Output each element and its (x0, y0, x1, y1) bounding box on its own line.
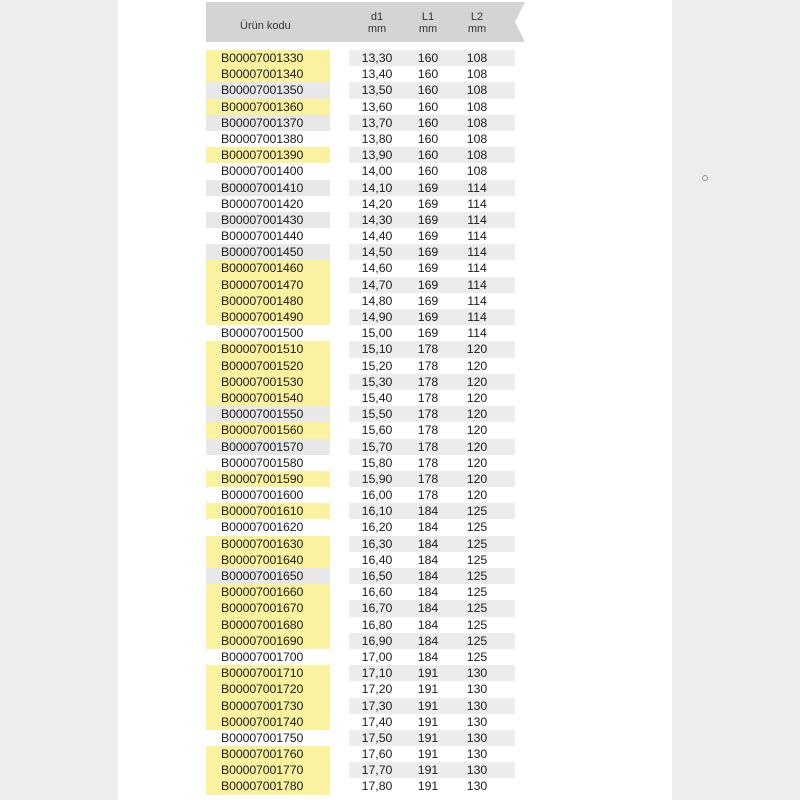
diameter-d1: 14,40 (361, 229, 393, 244)
diameter-d1: 13,30 (361, 51, 393, 65)
length-l2: 120 (466, 390, 488, 405)
dimension-cells (349, 196, 515, 212)
length-l1: 178 (417, 423, 439, 438)
length-l2: 125 (466, 552, 488, 567)
dimension-cells (349, 147, 515, 163)
length-l2: 125 (466, 520, 488, 535)
diameter-d1: 13,60 (361, 99, 393, 114)
header-l2-label: L2 (470, 11, 484, 23)
length-l1: 169 (417, 277, 439, 292)
product-code: B00007001420 (221, 196, 304, 211)
dimension-cells (349, 617, 515, 633)
length-l1: 191 (417, 763, 439, 778)
diameter-d1: 14,10 (361, 180, 393, 195)
dimension-cells (349, 778, 515, 794)
dimension-cells (349, 390, 515, 406)
diameter-d1: 16,90 (361, 633, 393, 648)
diameter-d1: 17,30 (361, 698, 393, 713)
length-l1: 160 (417, 148, 439, 163)
dimension-cells (349, 163, 515, 179)
product-code: B00007001780 (206, 778, 330, 794)
diameter-d1: 16,20 (361, 520, 393, 535)
dimension-cells (349, 519, 515, 535)
length-l2: 130 (466, 714, 488, 729)
length-l1: 169 (417, 293, 439, 308)
diameter-d1: 15,10 (361, 342, 393, 357)
dimension-cells (349, 471, 515, 487)
product-code: B00007001560 (206, 422, 330, 438)
diameter-d1: 15,00 (361, 326, 393, 341)
product-code: B00007001540 (206, 390, 330, 406)
diameter-d1: 16,70 (361, 601, 393, 616)
circle-marker-icon (702, 175, 708, 181)
length-l2: 108 (466, 67, 488, 82)
length-l2: 125 (466, 649, 488, 664)
length-l1: 169 (417, 310, 439, 324)
product-code: B00007001350 (206, 82, 330, 98)
diameter-d1: 15,70 (361, 439, 393, 454)
product-code: B00007001510 (206, 341, 330, 357)
product-code: B00007001600 (221, 488, 304, 503)
length-l2: 120 (466, 374, 488, 389)
dimension-cells (349, 746, 515, 762)
dimension-cells (349, 406, 515, 422)
diameter-d1: 14,20 (361, 196, 393, 211)
length-l1: 160 (417, 67, 439, 82)
length-l2: 114 (467, 261, 487, 276)
dimension-cells (349, 439, 515, 455)
dimension-cells (349, 99, 515, 115)
length-l1: 169 (417, 180, 439, 195)
dimension-cells (349, 714, 515, 730)
length-l1: 169 (417, 229, 439, 244)
diameter-d1: 13,80 (361, 131, 393, 146)
dimension-cells (349, 374, 515, 390)
dimension-cells (349, 228, 515, 244)
length-l2: 125 (466, 617, 488, 632)
dimension-cells (349, 552, 515, 568)
length-l1: 178 (417, 374, 439, 389)
product-code: B00007001470 (206, 277, 330, 293)
header-tab-edge (515, 2, 525, 42)
length-l2: 120 (466, 455, 488, 470)
dimension-cells (349, 260, 515, 276)
length-l1: 169 (417, 245, 439, 260)
product-code: B00007001530 (206, 374, 330, 390)
product-code: B00007001500 (221, 326, 304, 341)
product-code: B00007001360 (206, 99, 330, 115)
length-l2: 125 (466, 504, 488, 519)
product-code: B00007001330 (206, 50, 330, 66)
length-l2: 114 (467, 229, 487, 244)
product-code: B00007001630 (206, 536, 330, 552)
length-l2: 114 (467, 196, 487, 211)
length-l2: 108 (466, 148, 488, 163)
length-l2: 120 (466, 439, 488, 454)
diameter-d1: 14,60 (361, 261, 393, 276)
length-l1: 191 (417, 730, 439, 745)
dimension-cells (349, 50, 515, 66)
length-l2: 114 (467, 245, 487, 260)
product-code: B00007001450 (206, 244, 330, 260)
header-l1 (408, 11, 448, 35)
dimension-cells (349, 82, 515, 98)
length-l2: 120 (466, 423, 488, 438)
product-code: B00007001380 (221, 131, 304, 146)
length-l2: 114 (467, 212, 487, 227)
product-code: B00007001410 (206, 180, 330, 196)
length-l2: 125 (466, 601, 488, 616)
dimension-cells (349, 487, 515, 503)
length-l2: 130 (466, 747, 488, 762)
diameter-d1: 14,30 (361, 212, 393, 227)
product-code: B00007001650 (206, 568, 330, 584)
dimension-cells (349, 503, 515, 519)
length-l1: 184 (417, 633, 439, 648)
dimension-cells (349, 584, 515, 600)
length-l2: 108 (466, 51, 488, 65)
dimension-cells (349, 115, 515, 131)
dimension-cells (349, 212, 515, 228)
diameter-d1: 17,40 (361, 714, 393, 729)
product-code: B00007001430 (206, 212, 330, 228)
product-code: B00007001480 (206, 293, 330, 309)
product-code: B00007001390 (206, 147, 330, 163)
length-l2: 114 (467, 293, 487, 308)
header-l1-label: L1 (421, 11, 435, 23)
product-code: B00007001440 (221, 229, 304, 244)
length-l1: 178 (417, 471, 439, 486)
length-l2: 130 (466, 779, 488, 794)
dimension-cells (349, 358, 515, 374)
product-code: B00007001570 (206, 439, 330, 455)
diameter-d1: 14,70 (361, 277, 393, 292)
dimension-cells (349, 293, 515, 309)
length-l1: 160 (417, 83, 439, 98)
product-code: B00007001610 (206, 503, 330, 519)
diameter-d1: 17,60 (361, 747, 393, 762)
diameter-d1: 17,20 (361, 682, 393, 697)
diameter-d1: 16,10 (361, 504, 393, 519)
length-l1: 169 (417, 261, 439, 276)
length-l1: 184 (417, 552, 439, 567)
dimension-cells (349, 341, 515, 357)
diameter-d1: 13,50 (361, 83, 393, 98)
document-page (118, 0, 672, 800)
diameter-d1: 13,70 (361, 115, 393, 130)
header-l2-unit: mm (467, 23, 487, 35)
dimension-cells (349, 180, 515, 196)
length-l1: 184 (417, 649, 439, 664)
header-l2 (457, 11, 497, 35)
length-l2: 125 (466, 585, 488, 600)
table-header (206, 2, 515, 42)
length-l2: 108 (466, 99, 488, 114)
length-l2: 130 (466, 763, 488, 778)
product-code: B00007001700 (221, 649, 304, 664)
length-l1: 178 (417, 455, 439, 470)
length-l2: 125 (466, 536, 488, 551)
length-l1: 160 (417, 51, 439, 65)
header-d1 (357, 11, 397, 35)
product-code: B00007001340 (206, 66, 330, 82)
length-l1: 160 (417, 131, 439, 146)
dimension-cells (349, 455, 515, 471)
diameter-d1: 16,50 (361, 569, 393, 583)
product-code: B00007001490 (206, 309, 330, 325)
product-code: B00007001690 (206, 633, 330, 649)
length-l1: 184 (417, 569, 439, 583)
header-code-label: Ürün kodu (240, 20, 291, 32)
length-l2: 120 (466, 407, 488, 422)
diameter-d1: 17,10 (361, 666, 393, 681)
length-l1: 191 (417, 666, 439, 681)
diameter-d1: 15,90 (361, 471, 393, 486)
dimension-cells (349, 66, 515, 82)
length-l1: 169 (417, 196, 439, 211)
product-code: B00007001550 (206, 406, 330, 422)
length-l1: 184 (417, 536, 439, 551)
dimension-cells (349, 568, 515, 584)
length-l1: 178 (417, 488, 439, 503)
product-code: B00007001730 (206, 698, 330, 714)
product-code: B00007001720 (206, 681, 330, 697)
diameter-d1: 17,70 (361, 763, 393, 778)
diameter-d1: 15,60 (361, 423, 393, 438)
length-l1: 178 (417, 390, 439, 405)
dimension-cells (349, 730, 515, 746)
length-l2: 120 (466, 488, 488, 503)
product-code: B00007001460 (206, 260, 330, 276)
length-l1: 191 (417, 698, 439, 713)
length-l2: 130 (466, 666, 488, 681)
product-code: B00007001680 (206, 617, 330, 633)
length-l1: 191 (417, 779, 439, 794)
length-l2: 114 (467, 310, 487, 324)
header-d1-unit: mm (367, 23, 387, 35)
length-l1: 169 (417, 212, 439, 227)
diameter-d1: 16,30 (361, 536, 393, 551)
diameter-d1: 15,20 (361, 358, 393, 373)
length-l2: 108 (466, 131, 488, 146)
dimension-cells (349, 277, 515, 293)
diameter-d1: 15,40 (361, 390, 393, 405)
length-l2: 125 (466, 569, 488, 583)
dimension-cells (349, 633, 515, 649)
dimension-cells (349, 309, 515, 325)
product-code: B00007001760 (206, 746, 330, 762)
length-l1: 178 (417, 407, 439, 422)
product-code: B00007001750 (221, 730, 304, 745)
product-code: B00007001370 (206, 115, 330, 131)
dimension-cells (349, 131, 515, 147)
diameter-d1: 16,60 (361, 585, 393, 600)
diameter-d1: 17,50 (361, 730, 393, 745)
length-l2: 120 (466, 358, 488, 373)
length-l2: 114 (467, 277, 487, 292)
length-l2: 114 (467, 180, 487, 195)
length-l2: 120 (466, 471, 488, 486)
length-l1: 178 (417, 358, 439, 373)
diameter-d1: 15,30 (361, 374, 393, 389)
dimension-cells (349, 665, 515, 681)
diameter-d1: 17,80 (361, 779, 393, 794)
length-l2: 130 (466, 730, 488, 745)
diameter-d1: 14,90 (361, 310, 393, 324)
product-code: B00007001660 (206, 584, 330, 600)
product-code: B00007001520 (206, 358, 330, 374)
diameter-d1: 17,00 (361, 649, 393, 664)
length-l1: 169 (417, 326, 439, 341)
length-l2: 130 (466, 682, 488, 697)
length-l1: 160 (417, 99, 439, 114)
length-l1: 184 (417, 520, 439, 535)
product-code: B00007001640 (206, 552, 330, 568)
diameter-d1: 14,50 (361, 245, 393, 260)
length-l1: 160 (417, 115, 439, 130)
product-code: B00007001400 (221, 164, 304, 179)
diameter-d1: 15,50 (361, 407, 393, 422)
length-l1: 184 (417, 504, 439, 519)
product-code: B00007001590 (206, 471, 330, 487)
product-code: B00007001740 (206, 714, 330, 730)
dimension-cells (349, 536, 515, 552)
diameter-d1: 14,00 (361, 164, 393, 179)
length-l1: 160 (417, 164, 439, 179)
dimension-cells (349, 698, 515, 714)
length-l2: 130 (466, 698, 488, 713)
length-l2: 108 (466, 164, 488, 179)
header-l1-unit: mm (418, 23, 438, 35)
length-l2: 120 (466, 342, 488, 357)
dimension-cells (349, 681, 515, 697)
product-code: B00007001710 (206, 665, 330, 681)
dimension-cells (349, 649, 515, 665)
dimension-cells (349, 244, 515, 260)
diameter-d1: 16,00 (361, 488, 393, 503)
length-l1: 184 (417, 585, 439, 600)
diameter-d1: 13,40 (361, 67, 393, 82)
product-code: B00007001620 (221, 520, 304, 535)
diameter-d1: 15,80 (361, 455, 393, 470)
product-code: B00007001670 (206, 600, 330, 616)
dimension-cells (349, 600, 515, 616)
length-l2: 125 (466, 633, 488, 648)
dimension-cells (349, 762, 515, 778)
diameter-d1: 13,90 (361, 148, 393, 163)
product-code: B00007001580 (221, 455, 304, 470)
length-l1: 191 (417, 682, 439, 697)
length-l1: 178 (417, 342, 439, 357)
product-code: B00007001770 (206, 762, 330, 778)
dimension-cells (349, 325, 515, 341)
length-l1: 191 (417, 747, 439, 762)
length-l2: 108 (466, 83, 488, 98)
diameter-d1: 16,40 (361, 552, 393, 567)
diameter-d1: 14,80 (361, 293, 393, 308)
header-d1-label: d1 (370, 11, 384, 23)
length-l1: 184 (417, 601, 439, 616)
length-l1: 184 (417, 617, 439, 632)
dimension-cells (349, 422, 515, 438)
diameter-d1: 16,80 (361, 617, 393, 632)
length-l2: 114 (467, 326, 487, 341)
length-l2: 108 (466, 115, 488, 130)
length-l1: 178 (417, 439, 439, 454)
length-l1: 191 (417, 714, 439, 729)
